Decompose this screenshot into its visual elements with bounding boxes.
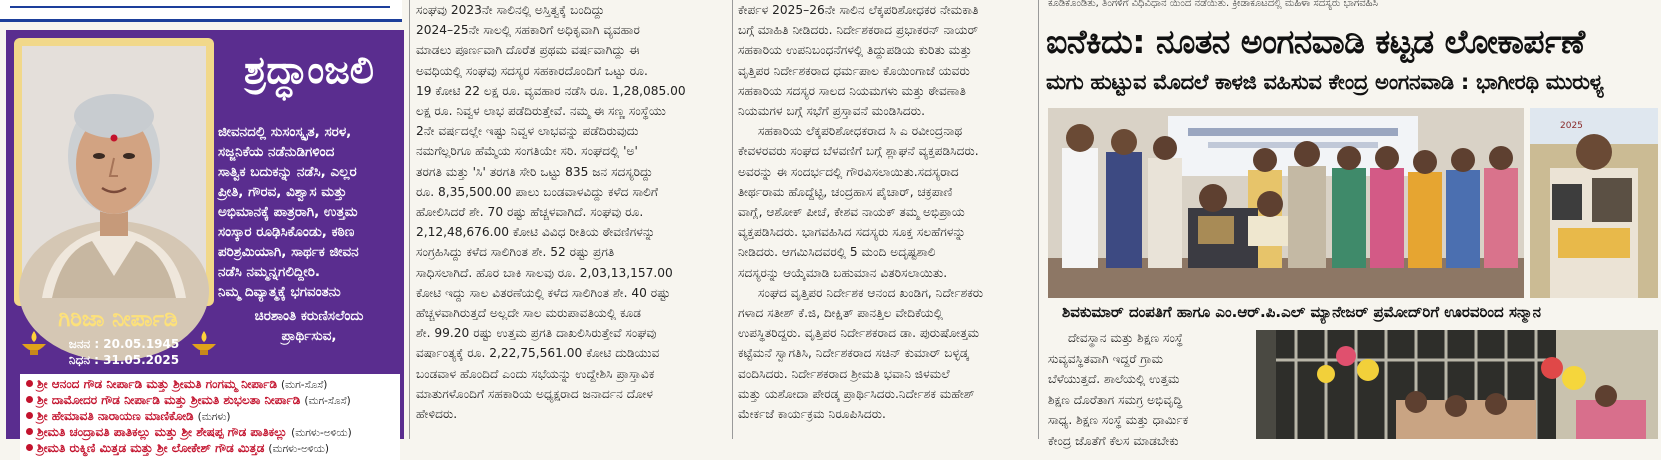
bullet-icon (26, 428, 33, 435)
bullet-icon (26, 444, 33, 451)
obituary-line: ಚಿರಶಾಂತಿ ಕರುಣಿಸಲೆಂದು (254, 308, 364, 324)
article-line: ಸಂಘವು 2023ನೇ ಸಾಲಿನಲ್ಲಿ ಅಸ್ತಿತ್ವಕ್ಕೆ ಬಂದಿದ್ದು (416, 3, 605, 17)
column-divider (732, 0, 733, 439)
inauguration-photo-illustration (1256, 330, 1658, 439)
obituary-closing (218, 306, 400, 346)
article-line: ಲಕ್ಷ ರೂ. ನಿವ್ವಳ ಲಾಭ ಪಡೆದಿರುತ್ತೇವೆ. ನಮ್ಮ ಈ ಸಣ್ಣ ಸಂಸ್ಥೆಯು (416, 104, 666, 119)
headline: ಐನೆಕಿದು: ನೂತನ ಅಂಗನವಾಡಿ ಕಟ್ಟಡ ಲೋಕಾರ್ಪಣೆ (1046, 22, 1585, 61)
birth-date: ಜನನ : 20.05.1945 (68, 337, 180, 351)
article-line: 2ನೇ ವರ್ಷದಲ್ಲೇ ಇಷ್ಟು ನಿವ್ವಳ ಲಾಭವನ್ನು ಪಡೆದಿರುವುದು (416, 124, 639, 139)
obituary-line: ಸಾತ್ವಿಕ ಬದುಕನ್ನು ನಡೆಸಿ, ಎಲ್ಲರ (218, 164, 357, 180)
article-line: ಕೋಟಿ ಇದ್ದು ಸಾಲ ವಿತರಣೆಯಲ್ಲಿ ಕಳೆದ ಸಾಲಿಗಿಂತ ಶೇ. 40 ರಷ್ಟು (416, 285, 671, 300)
obituary-line: ಪ್ರೀತಿ, ಗೌರವ, ವಿಶ್ವಾಸ ಮತ್ತು (218, 184, 347, 200)
article-line: ನಮಗೆಲ್ಲರಿಗೂ ಹೆಮ್ಮೆಯ ಸಂಗತಿಯೇ ಸರಿ. ಸಂಘದಲ್ಲಿ 'ಅ' (416, 144, 638, 159)
article-line: ಹೋಲಿಸಿದರೆ ಶೇ. 70 ರಷ್ಟು ಹೆಚ್ಚಳವಾಗಿದೆ. ಸಂಘವು ರೂ. (416, 205, 644, 220)
article-line: ಬಂಡವಾಳ ಹೊಂದಿದೆ ಎಂದು ಸಭೆಯನ್ನು ಉದ್ದೇಶಿಸಿ ಪ್ರಾಸ್ತಾವಿಕ (416, 366, 655, 381)
obituary-line: ಪ್ರಾರ್ಥಿಸುವ, (281, 328, 337, 344)
article-line: ಸಹಕಾರಿಯ ಲೆಕ್ಕಪರಿಶೋಧಕರಾದ ಸಿ ಎ ರವೀಂದ್ರನಾಥ (758, 124, 963, 139)
article-line: ಮತ್ತು ಯಶೋದಾ ಪೇರಡ್ಕ ಪ್ರಾರ್ಥಿಸಿದರು.ನಿರ್ದೇಶಕ ಮಹೇಶ್ (738, 386, 975, 401)
article-line: ರೂ. 8,35,500.00 ಪಾಲು ಬಂಡವಾಳವಿದ್ದು ಕಳೆದ ಸಾಲಿಗೆ (416, 184, 658, 199)
column-divider (409, 0, 410, 439)
previous-ad-border (0, 0, 402, 22)
article-line: ಹೇಳಿದರು. (416, 407, 458, 422)
article-line: ಶೇ. 99.20 ರಷ್ಟು ಉತ್ತಮ ಪ್ರಗತಿ ದಾಖಲಿಸಿರುತ್ತೇವೆ ಸಂಘವು (416, 326, 657, 341)
mourner-item: ಶ್ರೀ ದಾಮೋದರ ಗೌಡ ನೀರ್ಪಾಡಿ ಮತ್ತು ಶ್ರೀಮತಿ ಶುಭಲತಾ ನೀರ್ಪಾಡಿ (ಮಗ-ಸೊಸೆ) (26, 393, 394, 409)
article-line: 2024–25ನೇ ಸಾಲಲ್ಲಿ ಸಹಕಾರಿಗೆ ಅಧಿಕೃವಾಗಿ ವ್ಯವಹಾರ (416, 23, 640, 38)
article-line: ತೀರ್ಥರಾಮ ಹೊದ್ದೆಟ್ಟಿ, ಚಂದ್ರಹಾಸ ಪೈಚಾರ್, ಚಕ್ರಪಾಣಿ (738, 184, 953, 199)
mourner-item: ಶ್ರೀಮತಿ ಚಂದ್ರಾವತಿ ಪಾತಿಕಲ್ಲು ಮತ್ತು ಶ್ರೀ ಶೇಷಪ್ಪ ಗೌಡ ಪಾತಿಕಲ್ಲು (ಮಗಳು-ಅಳಿಯ) (26, 425, 394, 441)
article-line: ತರಗತಿ ಮತ್ತು 'ಸಿ' ತರಗತಿ ಸೇರಿ ಒಟ್ಟು 835 ಜನ ಸದಸ್ಯರಿದ್ದು (416, 164, 653, 179)
article-line: ಸಂಗ್ರಹಿಸಿದ್ದು ಕಳೆದ ಸಾಲಿಗಿಂತ ಶೇ. 52 ರಷ್ಟು ಪ್ರಗತಿ (416, 245, 615, 260)
article-line: ವಂದಿಸಿದರು. ನಿರ್ದೇಶಕರಾದ ಶ್ರೀಮತಿ ಭವಾನಿ ಜಿಳಮಲೆ (738, 366, 950, 381)
mourner-item: ಶ್ರೀಮತಿ ರುಕ್ಮಿಣಿ ಮಿತ್ತಡ ಮತ್ತು ಶ್ರೀ ಲೋಕೇಶ್ ಗೌಡ ಮಿತ್ತಡ (ಮಗಳು-ಅಳಿಯ) (26, 441, 394, 457)
event-photo-illustration (1048, 108, 1524, 298)
article-line: ಸುವ್ಯವಸ್ಥಿತವಾಗಿ ಇದ್ದರೆ ಗ್ರಾಮ (1048, 351, 1164, 366)
previous-article-strip: ಕೂಡಿಕೊಂಡಿತು, ತಿಂಗಳಿಗೆ ವಿಧಿವಿಧಾನ ಯಿಂದ ನಡೆಯಿತು. ಕ್ರೀಡಾಕೂಟದಲ್ಲಿ ಮಹಿಳಾ ಸದಸ್ಯರು ಭಾಗವಹಿಸಿ (1048, 0, 1378, 9)
obituary-message (218, 122, 400, 302)
obituary-line: ಸಂಸ್ಕಾರ ರೂಢಿಸಿಕೊಂಡು, ಕಠಿಣ (218, 224, 355, 240)
article-line: ಅವಧಿಯಲ್ಲಿ ಸಂಘವು ಸದಸ್ಯರ ಸಹಕಾರದೊಂದಿಗೆ ಒಟ್ಟು ರೂ. (416, 63, 648, 78)
article-line: ಹೆಚ್ಚಳವಾಗಿರುತ್ತದೆ ಅಲ್ಲದೇ ಸಾಲ ಮರುಪಾವತಿಯಲ್ಲಿ ಕೂಡ (416, 306, 642, 321)
bullet-icon (26, 412, 33, 419)
article-line: ಸಹಕಾರಿಯ ಸದಸ್ಯರ ಸಾಲದ ನಿಯಮಗಳು ಮತ್ತು ಠೇವಣಾತಿ (738, 83, 966, 98)
article-line: ಗಳಾದ ಸತೀಶ್ ಕೆ.ಜಿ, ದೀಕ್ಷಿತ್ ಪಾನತ್ತಿಲ ವೇದಿಕೆಯಲ್ಲಿ (738, 306, 943, 321)
article-line: ಕಟ್ಟೆಮನೆ ಸ್ವಾಗತಿಸಿ, ನಿರ್ದೇಶಕರಾದ ಸಚಿನ್ ಕುಮಾರ್ ಬಳ್ಳಡ್ಕ (738, 346, 969, 361)
obituary-line: ನಡೆಸಿ ನಮ್ಮನ್ನಗಲಿದ್ದೀರಿ. (218, 264, 321, 280)
life-dates (66, 336, 182, 368)
article-line: ಬೆಳೆಯುತ್ತದೆ. ಶಾಲೆಯಲ್ಲಿ ಉತ್ತಮ (1048, 372, 1180, 386)
article-line: ಸಾಧ್ಯ. ಶಿಕ್ಷಣ ಸಂಸ್ಥೆ ಮತ್ತು ಧಾರ್ಮಿಕ (1048, 413, 1189, 427)
obituary-line: ಅಭಿಮಾನಕ್ಕೆ ಪಾತ್ರರಾಗಿ, ಉತ್ತಮ (218, 204, 358, 220)
article-line: ಮೇರ್ಕಜೆ ಕಾರ್ಯಕ್ರಮ ನಿರೂಪಿಸಿದರು. (738, 407, 886, 422)
mourner-item: ಶ್ರೀ ಆನಂದ ಗೌಡ ನೀರ್ಪಾಡಿ ಮತ್ತು ಶ್ರೀಮತಿ ಗಂಗಮ್ಮ ನೀರ್ಪಾಡಿ (ಮಗ-ಸೊಸೆ) (26, 377, 394, 393)
obituary-line: ಸಜ್ಜನಿಕೆಯ ನಡೆನುಡಿಗಳಿಂದ (218, 144, 335, 160)
award-photo-illustration (1530, 108, 1658, 298)
obituary-ad (6, 30, 404, 455)
event-photo (1048, 108, 1524, 298)
oil-lamp-icon (20, 330, 48, 356)
article-line: ಸಾಧಿಸಲಾಗಿದೆ. ಹೊರ ಬಾಕಿ ಸಾಲವು ರೂ. 2,03,13,157.00 (416, 265, 673, 280)
award-photo (1530, 108, 1658, 298)
bullet-icon (26, 396, 33, 403)
article-line: ಕೇವಳರವರು ಸಂಘದ ಬೆಳವಣಿಗೆ ಬಗ್ಗೆ ಶ್ಲಾಘನೆ ವ್ಯಕ್ತಪಡಿಸಿದರು. (738, 144, 979, 159)
article-line: ವರ್ಷಾಂತ್ಯಕ್ಕೆ ರೂ. 2,22,75,561.00 ಕೋಟಿ ದುಡಿಯುವ (416, 346, 660, 361)
mourner-item: ಶ್ರೀ ಹೇಮಾವತಿ ನಾರಾಯಣ ಮಾಣಿಕೋಡಿ (ಮಗಳು) (26, 409, 394, 425)
article-line: ಸದಸ್ಯರನ್ನು ಆಯ್ಕೆಮಾಡಿ ಬಹುಮಾನ ವಿತರಿಸಲಾಯಿತು. (738, 265, 948, 280)
column-divider (1038, 0, 1039, 439)
article-column-3 (1048, 328, 1244, 451)
article-line: ಬಗ್ಗೆ ಮಾಹಿತಿ ನೀಡಿದರು. ನಿರ್ದೇಶಕರಾದ ಪ್ರಭಾಕರನ್ ನಾಯರ್ (738, 23, 979, 38)
article-line: 2,12,48,676.00 ಕೋಟಿ ವಿವಿಧ ರೀತಿಯ ಠೇವಣಿಗಳನ್ನು (416, 225, 656, 240)
article-line: ಕೇರ್ಪಳ 2025–26ನೇ ಸಾಲಿನ ಲೆಕ್ಕಪರಿಶೋಧಕರ ನೇಮಕಾತಿ (738, 3, 979, 17)
photo-caption: ಶಿವಕುಮಾರ್ ದಂಪತಿಗೆ ಹಾಗೂ ಎಂ.ಆರ್.ಪಿ.ಎಲ್ ಮ್ಯಾನೇಜರ್ ಪ್ರಮೋದ್‌ರಿಗೆ ಊರವರಿಂದ ಸನ್ಮಾನ (1062, 303, 1541, 321)
inauguration-photo (1256, 330, 1658, 439)
article-line: ಮಾಡಲು ಪೂರ್ಣವಾಗಿ ದೊರೆತ ಪ್ರಥಮ ವರ್ಷವಾಗಿದ್ದು ಈ (416, 43, 640, 58)
portrait-photo (22, 46, 206, 298)
article-line: ವೃತ್ತಿಪರ ನಿರ್ದೇಶಕರಾದ ಧರ್ಮಪಾಲ ಕೊಯಿಂಗಾಜೆ ಯವರು (738, 63, 970, 78)
mourners-list (20, 374, 400, 460)
portrait-frame (14, 38, 214, 306)
article-line: ಸಂಘದ ವೃತ್ತಿಪರ ನಿರ್ದೇಶಕ ಆನಂದ ಖಂಡಿಗ, ನಿರ್ದೇಶಕರು (758, 285, 984, 300)
banner-text: 2025 (1560, 121, 1583, 131)
oil-lamp-icon (190, 330, 218, 356)
article-line: ನೀಡಿದರು. ಆಗಮಿಸಿದವರಲ್ಲಿ 5 ಮಂದಿ ಅದೃಷ್ಟಶಾಲಿ (738, 245, 936, 260)
death-date: ನಿಧನ : 31.05.2025 (68, 353, 180, 367)
article-line: ದೇವಸ್ಥಾನ ಮತ್ತು ಶಿಕ್ಷಣ ಸಂಸ್ಥೆ (1068, 331, 1184, 345)
article-line: ಉಪಸ್ಥಿತರಿದ್ದರು. ವೃತ್ತಿಪರ ನಿರ್ದೇಶಕರಾದ ಡಾ. ಪುರುಷೋತ್ತಮ (738, 326, 980, 341)
bullet-icon (26, 380, 33, 387)
article-column-1 (416, 0, 726, 424)
article-line: ನಿಯಮಗಳ ಬಗ್ಗೆ ಸಭೆಗೆ ಪ್ರಸ್ತಾವನೆ ಮಂಡಿಸಿದರು. (738, 104, 925, 119)
article-column-2 (738, 0, 1030, 424)
article-line: 19 ಕೋಟಿ 22 ಲಕ್ಷ ರೂ. ವ್ಯವಹಾರ ನಡೆಸಿ ರೂ. 1,28,085.00 (416, 83, 686, 98)
subheadline: ಮಗು ಹುಟ್ಟುವ ಮೊದಲೆ ಕಾಳಜಿ ವಹಿಸುವ ಕೇಂದ್ರ ಅಂಗನವಾಡಿ : ಭಾಗೀರಥಿ ಮುರುಳ್ಯ (1046, 70, 1604, 94)
article-line: ಶಿಕ್ಷಣ ದೊರೆತಾಗ ಸಮಗ್ರ ಅಭಿವೃದ್ಧಿ (1048, 392, 1183, 407)
article-line: ಕೇಂದ್ರ ಜೊತೆಗೆ ಕೆಲಸ ಮಾಡಬೇಕು (1048, 433, 1179, 448)
obituary-title: ಶ್ರದ್ಧಾಂಜಲಿ (243, 47, 375, 92)
article-line: ಸಹಕಾರಿಯ ಉಪನಿಬಂಧನೆಗಳಲ್ಲಿ ತಿದ್ದುಪಡಿಯ ಕುರಿತು ಮತ್ತು (738, 43, 972, 58)
obituary-line: ಜೀವನದಲ್ಲಿ ಸುಸಂಸ್ಕೃತ, ಸರಳ, (218, 124, 352, 140)
deceased-name: ಗಿರಿಜಾ ನೀರ್ಪಾಡಿ (58, 306, 178, 332)
obituary-line: ನಿಮ್ಮ ದಿವ್ಯಾತ್ಮಕ್ಕೆ ಭಗವಂತನು (218, 284, 341, 300)
article-line: ವಾಗ್ಲೆ, ಆಶೋಕ್ ಪೀಚೆ, ಕೇಶವ ನಾಯಕ್ ತಮ್ಮ ಅಭಿಪ್ರಾಯ (738, 205, 965, 220)
article-line: ವ್ಯಕ್ತಪಡಿಸಿದರು. ಭಾಗವಹಿಸಿದ ಸದಸ್ಯರು ಸೂಕ್ತ ಸಲಹೆಗಳನ್ನು (738, 225, 966, 240)
obituary-line: ಪರಿಶ್ರಮಿಯಾಗಿ, ಸಾರ್ಥಕ ಜೀವನ (218, 244, 359, 260)
portrait-illustration (22, 46, 206, 298)
article-line: ಮಾತುಗಳೊಂದಿಗೆ ಸಹಕಾರಿಯ ಅಧ್ಯಕ್ಷರಾದ ಜನಾರ್ದನ ದೋಳ (416, 386, 654, 401)
article-line: ಅವರನ್ನು ಈ ಸಂದರ್ಭದಲ್ಲಿ ಗೌರವಿಸಲಾಯಿತು.ಸದಸ್ಯರಾದ (738, 164, 959, 179)
